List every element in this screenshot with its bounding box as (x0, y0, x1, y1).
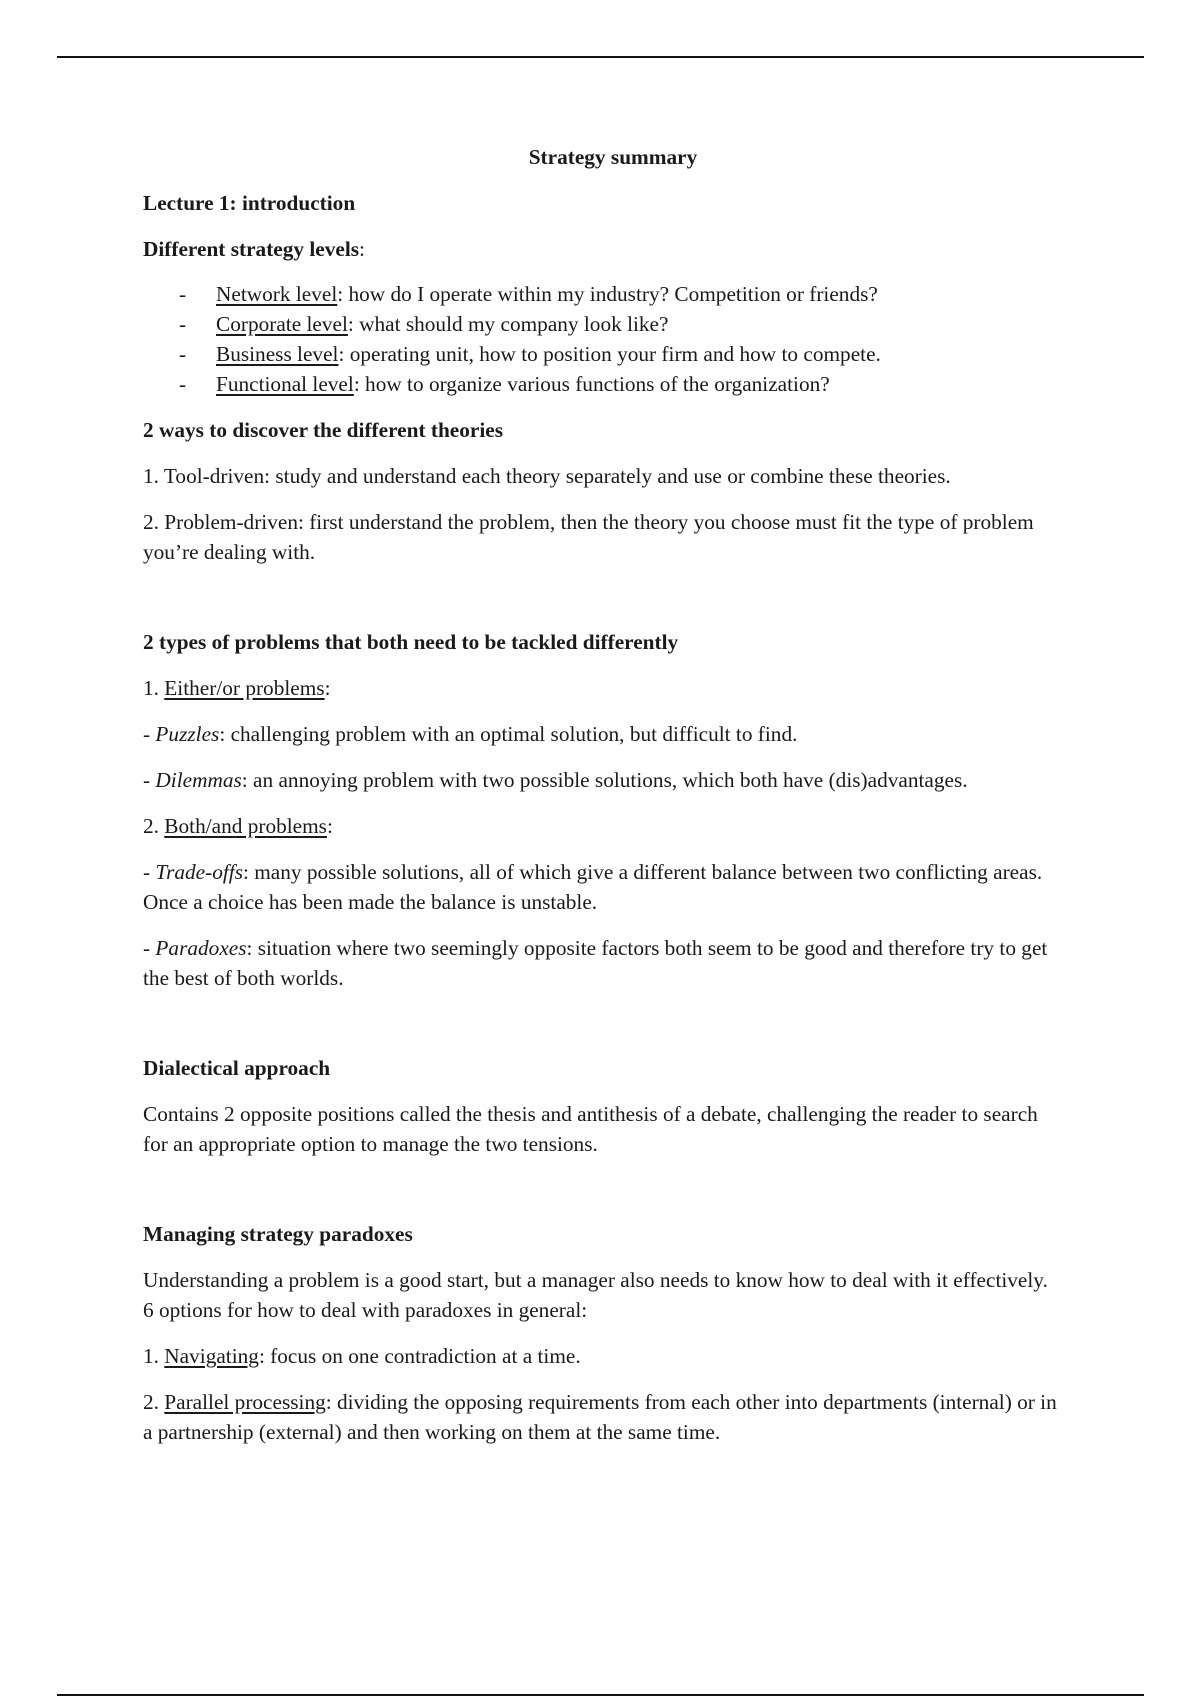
parallel-processing-term: Parallel processing (164, 1390, 326, 1414)
document-title: Strategy summary (528, 145, 698, 169)
section-spacer (143, 583, 1063, 627)
dialectical-paragraph: Contains 2 opposite positions called the thesis and antithesis of a debate, challenging the reader to search for an appropriate option to manage the two tensions. (143, 1102, 1038, 1156)
either-or-number: 1. (143, 676, 165, 700)
list-item-text: : how do I operate within my industry? Competition or friends? (337, 282, 878, 306)
paradoxes-paragraph (143, 933, 1063, 993)
dash-bullet: - (179, 372, 187, 396)
both-and-number: 2. (143, 814, 165, 838)
list-item (143, 369, 1063, 399)
navigating-term: Navigating (164, 1344, 259, 1368)
puzzles-text: : challenging problem with an optimal solution, but difficult to find. (219, 722, 798, 746)
paradoxes-text: : situation where two seemingly opposite factors both seem to be good and therefore try to get the best of both worlds. (143, 936, 1048, 990)
lecture-heading: Lecture 1: introduction (143, 191, 356, 215)
managing-intro-paragraph: Understanding a problem is a good start, but a manager also needs to know how to deal with it effectively. 6 options for how to deal with paradoxes in general: (143, 1268, 1048, 1322)
tradeoffs-paragraph (143, 857, 1063, 917)
section-spacer (143, 1175, 1063, 1219)
levels-heading-suffix: : (359, 237, 365, 261)
list-item-term: Network level (216, 282, 338, 306)
navigating-number: 1. (143, 1344, 165, 1368)
strategy-levels-list (143, 279, 1063, 399)
paradoxes-dash: - (143, 936, 156, 960)
dash-bullet: - (179, 312, 187, 336)
both-and-heading (143, 811, 1063, 841)
list-item-term: Business level (216, 342, 339, 366)
puzzles-term: Puzzles (155, 722, 220, 746)
dilemmas-term: Dilemmas (155, 768, 242, 792)
list-item-term: Functional level (216, 372, 354, 396)
tradeoffs-term: Trade-offs (155, 860, 243, 884)
dash-bullet: - (179, 342, 187, 366)
navigating-paragraph (143, 1341, 1063, 1371)
list-item-text: : how to organize various functions of the organization? (353, 372, 830, 396)
list-item (143, 339, 1063, 369)
parallel-processing-text: : dividing the opposing requirements from each other into departments (internal) or in a partnership (external) and then working on them at the same time. (143, 1390, 1057, 1444)
parallel-processing-number: 2. (143, 1390, 165, 1414)
top-rule (57, 56, 1144, 58)
puzzles-paragraph (143, 719, 1063, 749)
section-spacer (143, 1009, 1063, 1053)
parallel-processing-paragraph (143, 1387, 1063, 1447)
problem-driven-paragraph: 2. Problem-driven: first understand the problem, then the theory you choose must fit the type of problem you’re dealing with. (143, 510, 1034, 564)
ways-heading: 2 ways to discover the different theories (143, 418, 504, 442)
problems-heading: 2 types of problems that both need to be tackled differently (143, 630, 679, 654)
dilemmas-text: : an annoying problem with two possible solutions, which both have (dis)advantages. (241, 768, 968, 792)
dilemmas-paragraph (143, 765, 1063, 795)
bottom-rule (57, 1694, 1144, 1696)
dialectical-heading: Dialectical approach (143, 1056, 331, 1080)
dilemmas-dash: - (143, 768, 156, 792)
either-or-heading (143, 673, 1063, 703)
tool-driven-paragraph: 1. Tool-driven: study and understand each theory separately and use or combine these theories. (143, 464, 951, 488)
navigating-text: : focus on one contradiction at a time. (258, 1344, 581, 1368)
levels-heading (143, 234, 1063, 264)
both-and-term: Both/and problems (164, 814, 327, 838)
tradeoffs-text: : many possible solutions, all of which give a different balance between two conflicting areas. Once a choice has been made the balance is unstable. (143, 860, 1043, 914)
dash-bullet: - (179, 282, 187, 306)
levels-heading-text: Different strategy levels (143, 237, 360, 261)
list-item (143, 279, 1063, 309)
list-item-text: : operating unit, how to position your firm and how to compete. (338, 342, 881, 366)
paradoxes-term: Paradoxes (155, 936, 247, 960)
managing-heading: Managing strategy paradoxes (143, 1222, 413, 1246)
either-or-suffix: : (324, 676, 331, 700)
list-item (143, 309, 1063, 339)
both-and-suffix: : (326, 814, 333, 838)
either-or-term: Either/or problems (164, 676, 325, 700)
tradeoffs-dash: - (143, 860, 156, 884)
document-body (143, 142, 1063, 1463)
list-item-term: Corporate level (216, 312, 348, 336)
list-item-text: : what should my company look like? (347, 312, 669, 336)
puzzles-dash: - (143, 722, 156, 746)
